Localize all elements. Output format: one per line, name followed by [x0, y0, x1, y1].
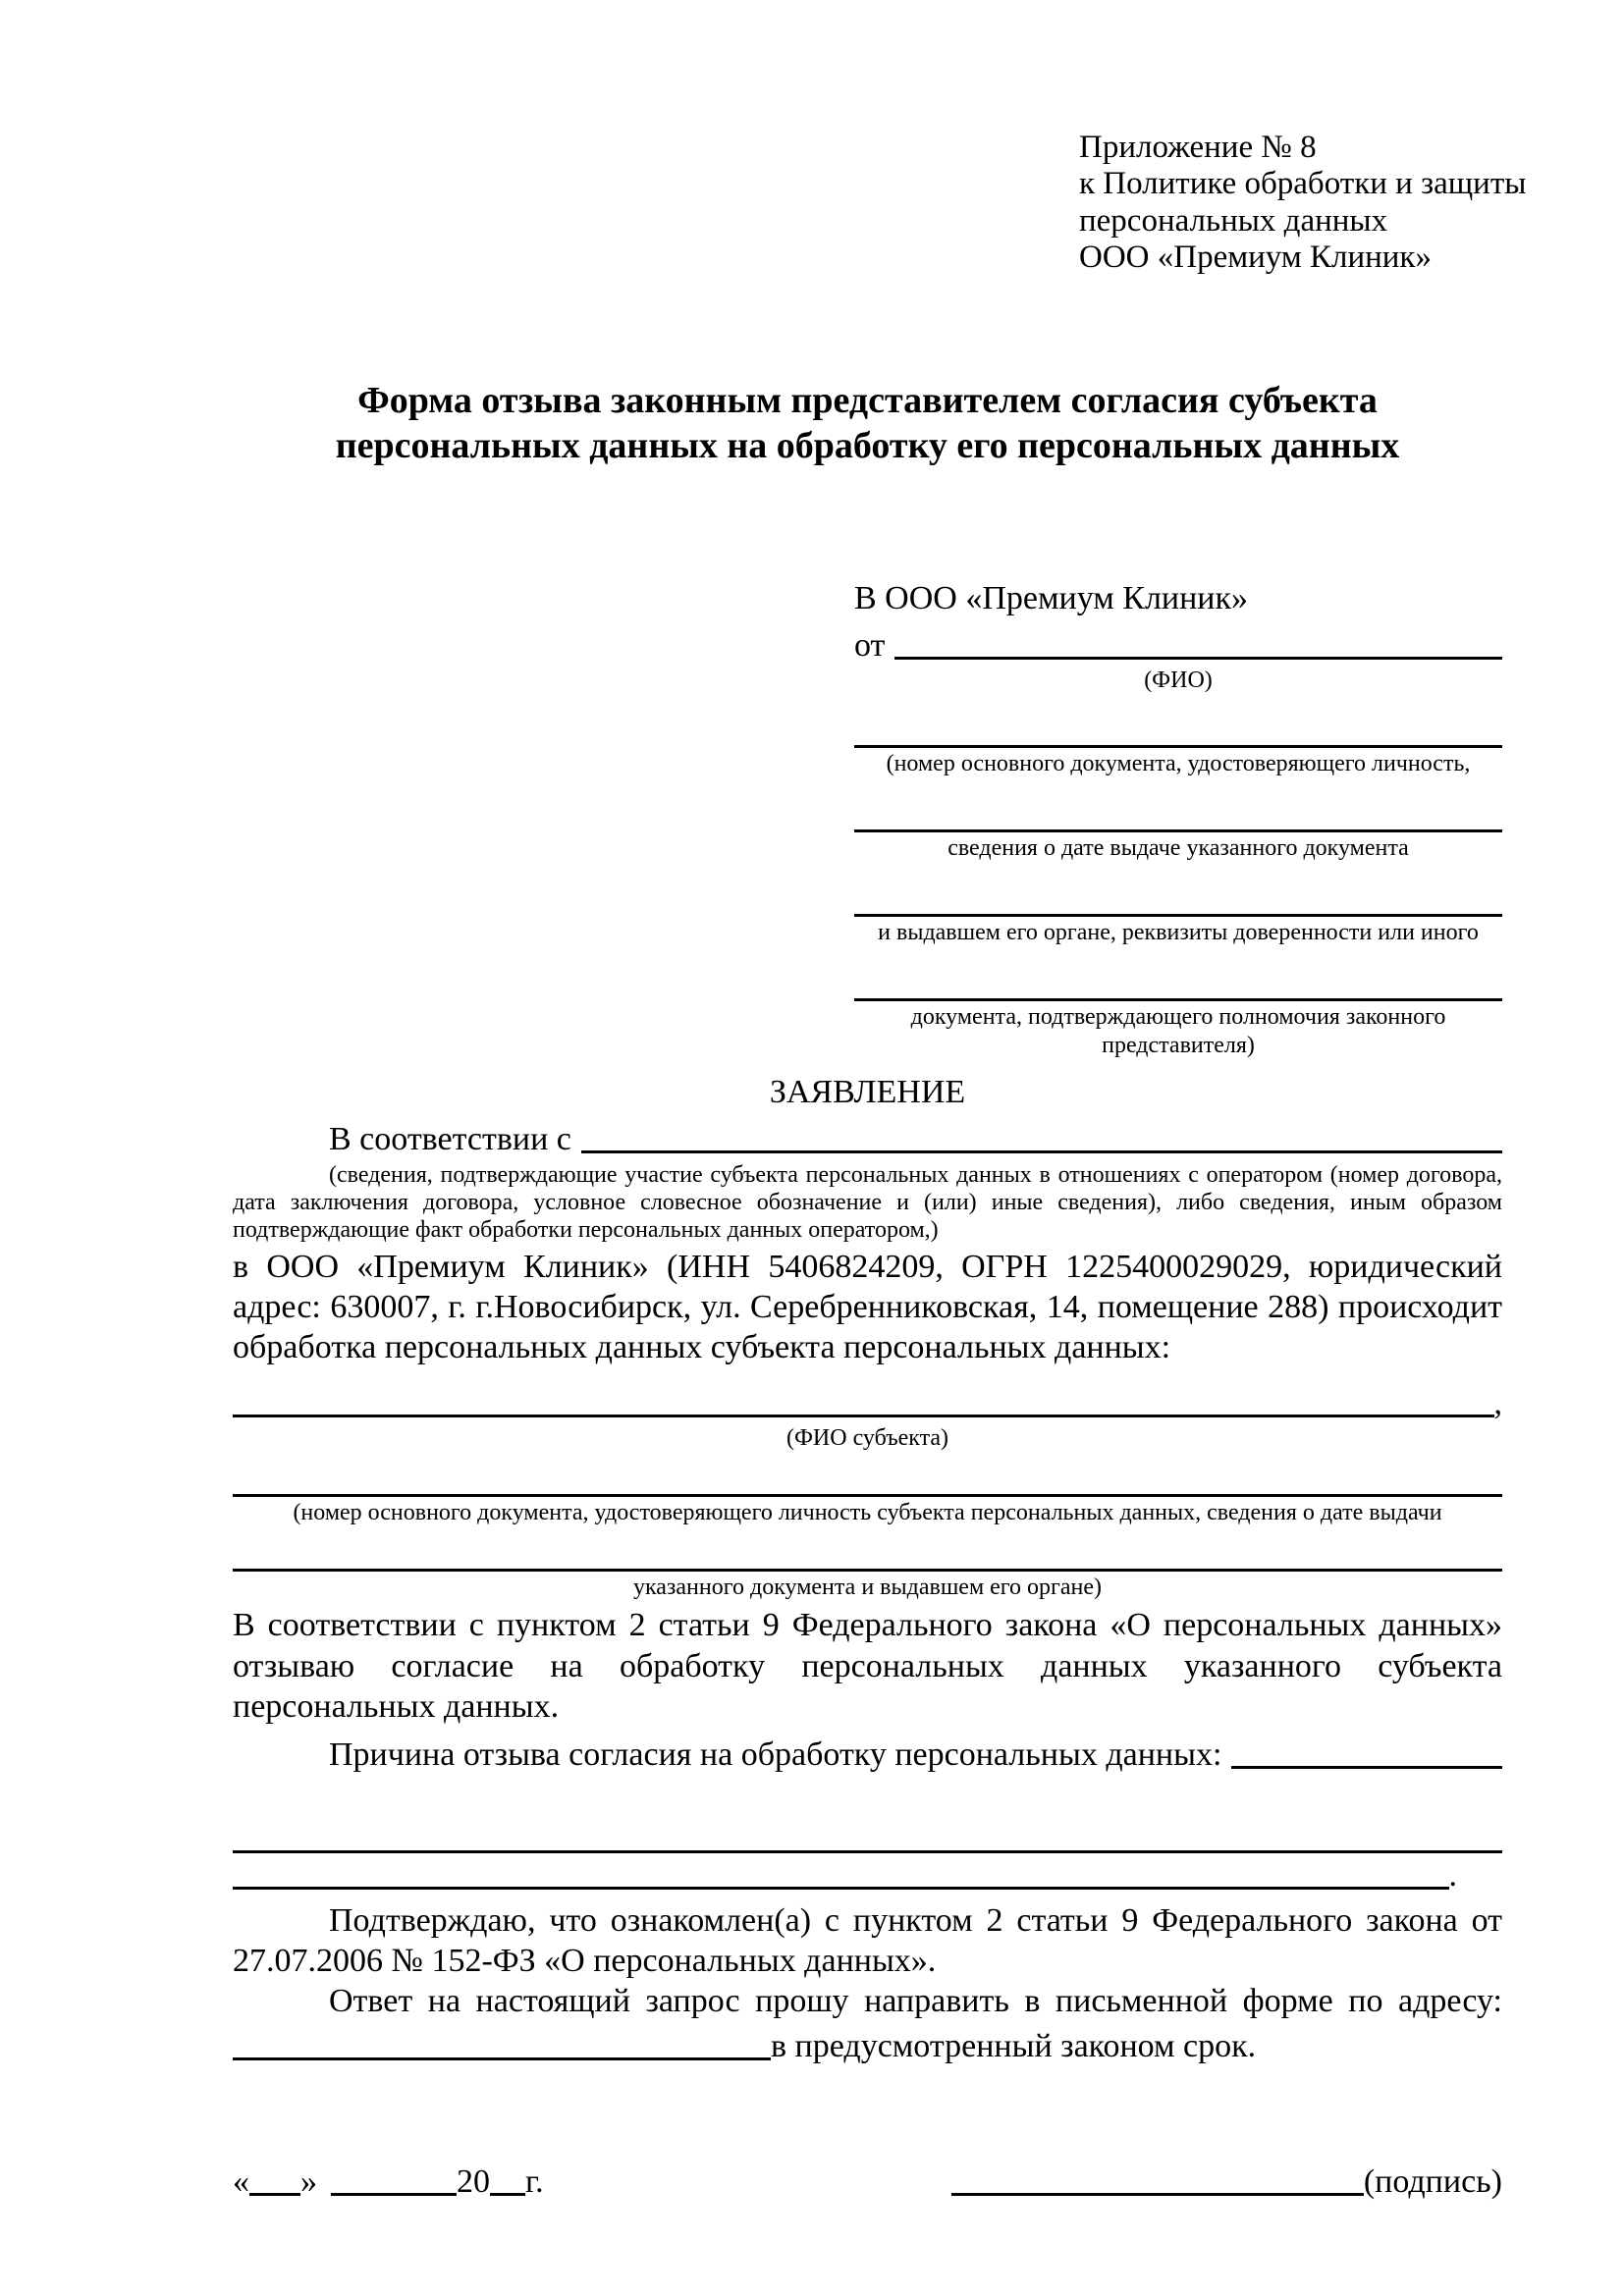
signature-caption: (подпись) [1363, 2163, 1502, 2201]
intro-row [233, 1113, 1502, 1158]
response-request-paragraph: Ответ на настоящий запрос прошу направить в письменной форме по адресу: [329, 1983, 1502, 2020]
addressee-organization: В ООО «Премиум Клиник» [854, 579, 1249, 616]
statement-heading: ЗАЯВЛЕНИЕ [769, 1074, 966, 1111]
appendix-block [1079, 130, 1527, 276]
subject-doc-caption: (номер основного документа, удостоверяющего личность субъекта персональных данных, сведения о дате выдачи [293, 1499, 1442, 1525]
representative-doc-field-line-3[interactable] [854, 888, 1502, 917]
subject-fio-field-line[interactable] [233, 1415, 1494, 1417]
form-title: Форма отзыва законным представителем согласия субъекта персональных данных на обработку его персональных данных [335, 380, 1400, 467]
subject-trailing-comma: , [1493, 1385, 1502, 1422]
subject-fio-row [233, 1383, 1502, 1422]
from-label: от [854, 626, 886, 664]
signature-field-line[interactable] [951, 2167, 1364, 2196]
reason-row [233, 1729, 1502, 1774]
field-caption: документа, подтверждающего полномочия законного представителя) [910, 1003, 1446, 1058]
reason-extra-line-2[interactable] [233, 1887, 1449, 1890]
reason-extra-row-2 [233, 1853, 1502, 1895]
month-field-line[interactable] [331, 2193, 457, 2196]
intro-prefix: В соответствии с [329, 1121, 571, 1158]
footer-row [233, 2156, 1502, 2201]
subject-doc-field-line-1[interactable] [233, 1468, 1502, 1497]
appendix-line: ООО «Премиум Клиник» [1079, 239, 1432, 275]
appendix-line: к Политике обработки и защиты [1079, 166, 1527, 202]
representative-doc-field-line-1[interactable] [854, 720, 1502, 748]
representative-doc-field-line-4[interactable] [854, 973, 1502, 1001]
reason-label: Причина отзыва согласия на обработку персональных данных: [329, 1735, 1222, 1773]
field-caption: и выдавшем его органе, реквизиты доверенности или иного [878, 920, 1479, 946]
date-year-suffix: г. [525, 2163, 544, 2201]
signature-group [951, 2163, 1502, 2201]
subject-doc-caption: указанного документа и выдавшем его органе) [632, 1574, 1103, 1600]
date-group [233, 2163, 544, 2201]
fio-caption: (ФИО) [1144, 667, 1213, 693]
date-century: 20 [457, 2163, 490, 2201]
address-field-line[interactable] [233, 2032, 771, 2060]
fine-print-note: (сведения, подтверждающие участие субъекта персональных данных в отношениях с оператором (номер договора, дата заключения договора, условное словесное обозначение и (или) иные сведения), либо сведения, иным образом подтверждающие факт обработки персональных данных оператором,) [233, 1162, 1502, 1243]
appendix-line: Приложение № 8 [1079, 130, 1317, 165]
from-row [854, 619, 1502, 665]
date-close-quote: » [300, 2163, 317, 2201]
response-address-row [233, 2020, 1502, 2065]
appendix-line: персональных данных [1079, 202, 1388, 239]
representative-fio-field-line[interactable] [894, 657, 1502, 660]
response-suffix: в предусмотренный законом срок. [771, 2028, 1257, 2065]
basis-field-line[interactable] [581, 1150, 1502, 1153]
representative-doc-field-line-2[interactable] [854, 804, 1502, 832]
withdrawal-paragraph: В соответствии с пунктом 2 статьи 9 Федерального закона «О персональных данных» отзываю согласие на обработку персональных данных указанного субъекта персональных данных. [233, 1607, 1502, 1725]
date-open-quote: « [233, 2163, 249, 2201]
subject-fio-caption: (ФИО субъекта) [785, 1425, 949, 1452]
field-caption: (номер основного документа, удостоверяющего личность, [886, 751, 1471, 777]
blank-trailing-period: . [1448, 1856, 1457, 1894]
operator-paragraph: в ООО «Премиум Клиник» (ИНН 5406824209, ОГРН 1225400029029, юридический адрес: 630007, г. г.Новосибирск, ул. Серебренниковская, 14, помещение 288) происходит обработка персональных данных субъекта персональных данных: [233, 1248, 1502, 1365]
field-caption: сведения о дате выдаче указанного документа [947, 835, 1409, 862]
reason-field-line[interactable] [1231, 1766, 1502, 1769]
addressee-block [854, 579, 1502, 1060]
year-field-line[interactable] [490, 2193, 525, 2196]
subject-doc-field-line-2[interactable] [233, 1543, 1502, 1572]
day-field-line[interactable] [249, 2193, 300, 2196]
confirmation-paragraph: Подтверждаю, что ознакомлен(а) с пунктом 2 статьи 9 Федерального закона от 27.07.2006 № 152-ФЗ «О персональных данных». [233, 1901, 1502, 1979]
reason-extra-line-1[interactable] [233, 1815, 1502, 1853]
